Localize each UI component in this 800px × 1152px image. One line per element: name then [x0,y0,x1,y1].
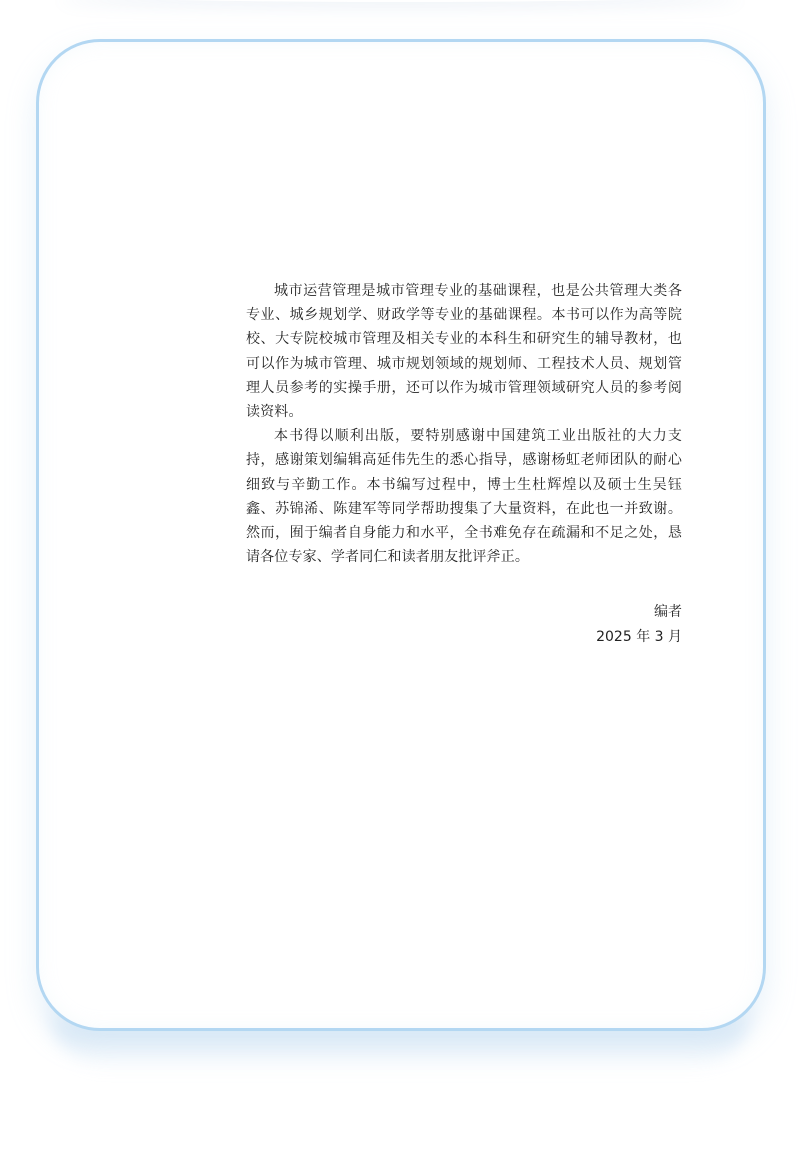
preface-paragraph: 本书得以顺利出版，要特别感谢中国建筑工业出版社的大力支持，感谢策划编辑高延伟先生的悉心指导，感谢杨虹老师团队的耐心细致与辛勤工作。本书编写过程中，博士生杜辉煌以及硕士生吴钰鑫、苏锦浠、陈建军等同学帮助搜集了大量资料，在此也一并致谢。然而，囿于编者自身能力和水平，全书难免存在疏漏和不足之处，恳请各位专家、学者同仁和读者朋友批评斧正。 [246,428,682,566]
author-signature: 编者 [654,604,682,620]
signature-block [480,600,682,649]
signature-date: 2025 年 3 月 [596,628,682,645]
top-page-shadow [60,0,740,2]
preface-paragraph: 城市运营管理是城市管理专业的基础课程，也是公共管理大类各专业、城乡规划学、财政学等专业的基础课程。本书可以作为高等院校、大专院校城市管理及相关专业的本科生和研究生的辅导教材，也可以作为城市管理、城市规划领域的规划师、工程技术人员、规划管理人员参考的实操手册，还可以作为城市管理领域研究人员的参考阅读资料。 [246,283,682,421]
preface-body [246,279,682,569]
